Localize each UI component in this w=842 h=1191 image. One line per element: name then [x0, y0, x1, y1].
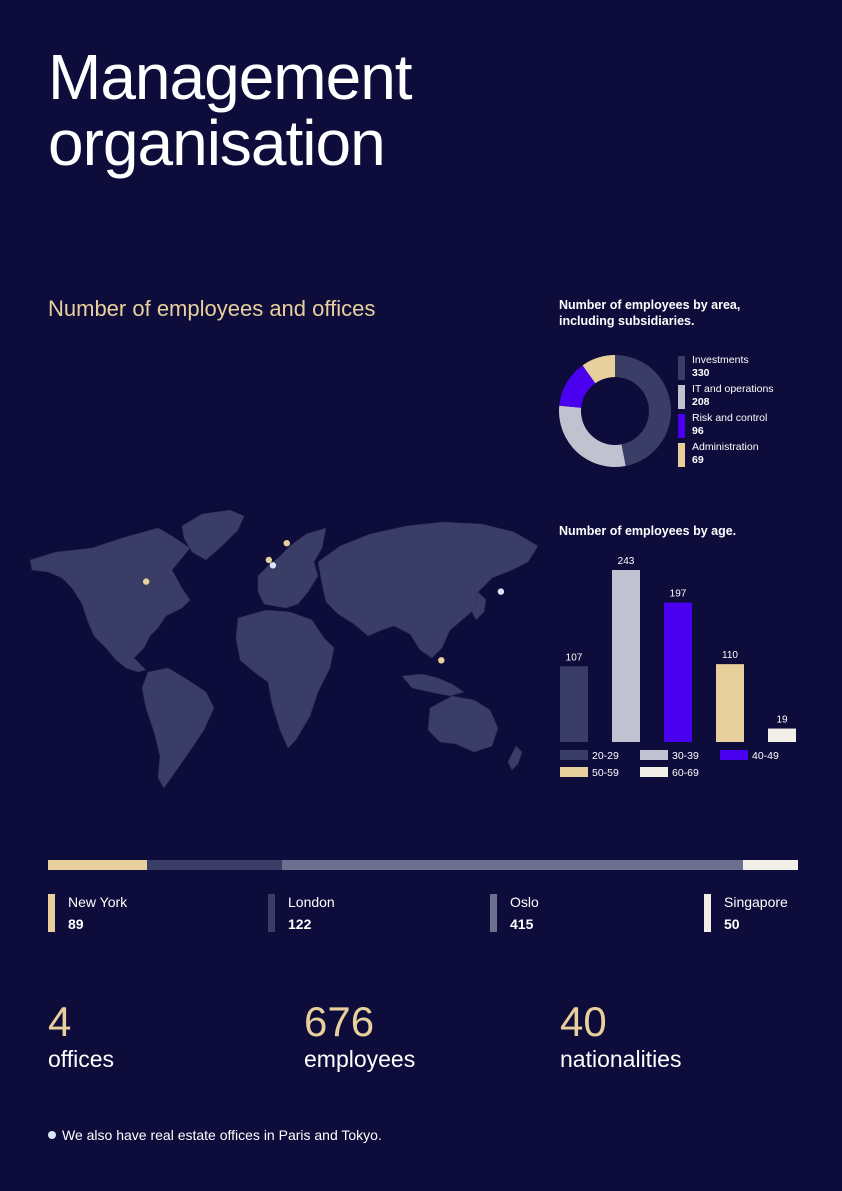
- office-count: 50: [724, 916, 740, 932]
- australia-landmass: [428, 696, 498, 752]
- legend-swatch-risk: [678, 414, 685, 438]
- office-name: Singapore: [724, 894, 788, 910]
- age-bar-60-69: [768, 729, 796, 742]
- age-bar-30-39: [612, 570, 640, 742]
- legend-swatch-investments: [678, 356, 685, 380]
- legend-item-risk: [678, 412, 774, 441]
- footnote: [48, 1127, 382, 1143]
- area-chart-title-line2: including subsidiaries.: [559, 314, 695, 328]
- office-count: 89: [68, 916, 84, 932]
- stat-value: 676: [304, 998, 375, 1045]
- legend-value: 96: [692, 425, 704, 437]
- area-donut-chart: [556, 352, 674, 470]
- stat-employees: [304, 998, 415, 1072]
- stat-label: nationalities: [560, 1046, 682, 1072]
- page-title-line2: organisation: [48, 107, 385, 179]
- indonesia-landmass: [402, 674, 464, 696]
- legend-item-it: [678, 383, 774, 412]
- map-marker-new-york: [143, 578, 149, 584]
- office-name: London: [288, 894, 335, 910]
- legend-label: Risk and control: [692, 412, 768, 424]
- age-bar-chart: [556, 548, 806, 786]
- europe-landmass: [258, 528, 326, 608]
- page-title: [48, 41, 412, 179]
- office-count: 415: [510, 916, 534, 932]
- age-chart-title: Number of employees by age.: [559, 524, 737, 538]
- map-marker-london: [266, 557, 272, 563]
- greenland-landmass: [182, 510, 244, 560]
- office-name: Oslo: [510, 894, 539, 910]
- office-marker: [268, 894, 275, 932]
- legend-label: Administration: [692, 441, 759, 453]
- legend-value: 208: [692, 396, 710, 408]
- age-legend-label: 20-29: [592, 750, 619, 762]
- office-segment-singapore: [743, 860, 798, 870]
- stat-label: employees: [304, 1046, 416, 1072]
- bullet-dot-icon: [48, 1131, 56, 1139]
- legend-label: IT and operations: [692, 383, 774, 395]
- stat-offices: [48, 998, 114, 1072]
- africa-landmass: [236, 610, 334, 748]
- area-chart-title-line1: Number of employees by area,: [559, 298, 741, 312]
- office-item-new-york: [48, 894, 127, 934]
- age-legend-label: 60-69: [672, 767, 699, 779]
- footnote-text: We also have real estate offices in Paris and Tokyo.: [62, 1127, 382, 1143]
- age-bar-20-29: [560, 666, 588, 742]
- area-legend: [678, 354, 774, 470]
- office-marker: [48, 894, 55, 932]
- office-segment-london: [147, 860, 282, 870]
- age-bar-label: 110: [722, 650, 738, 662]
- office-marker: [490, 894, 497, 932]
- page-title-line1: Management: [48, 41, 412, 113]
- age-legend-swatch: [560, 767, 588, 777]
- north-america-landmass: [30, 528, 190, 672]
- stat-value: 4: [48, 998, 72, 1045]
- office-item-london: [268, 894, 335, 934]
- age-legend-label: 30-39: [672, 750, 699, 762]
- office-item-oslo: [490, 894, 539, 934]
- office-count: 122: [288, 916, 312, 932]
- new-zealand-landmass: [508, 746, 522, 770]
- legend-item-investments: [678, 354, 774, 383]
- asia-landmass: [318, 522, 538, 658]
- age-bar-40-49: [664, 603, 692, 742]
- office-marker: [704, 894, 711, 932]
- map-marker-paris: [270, 562, 276, 568]
- office-segment-oslo: [282, 860, 742, 870]
- age-legend-label: 50-59: [592, 767, 619, 779]
- section-subtitle: Number of employees and offices: [48, 296, 376, 321]
- age-legend-swatch: [560, 750, 588, 760]
- stat-label: offices: [48, 1046, 115, 1072]
- legend-item-admin: [678, 441, 774, 470]
- office-item-singapore: [704, 894, 788, 934]
- age-legend-swatch: [720, 750, 748, 760]
- age-bar-50-59: [716, 664, 744, 742]
- world-map: [22, 508, 542, 793]
- donut-slice-investments: [615, 355, 671, 466]
- age-bar-label: 197: [669, 588, 687, 600]
- office-distribution-bar: [48, 860, 798, 870]
- office-name: New York: [68, 894, 128, 910]
- legend-label: Investments: [692, 354, 749, 366]
- map-marker-oslo: [284, 540, 290, 546]
- age-legend-label: 40-49: [752, 750, 779, 762]
- legend-value: 330: [692, 367, 710, 379]
- age-legend-swatch: [640, 750, 668, 760]
- legend-swatch-it: [678, 385, 685, 409]
- age-legend-swatch: [640, 767, 668, 777]
- south-america-landmass: [142, 668, 214, 788]
- area-chart-title: [559, 297, 740, 329]
- age-bar-label: 243: [617, 556, 635, 567]
- map-marker-singapore: [438, 657, 444, 663]
- legend-value: 69: [692, 454, 704, 466]
- legend-swatch-admin: [678, 443, 685, 467]
- donut-slice-it-and-operations: [559, 406, 626, 467]
- age-bar-label: 107: [565, 652, 583, 664]
- stat-nationalities: [560, 998, 681, 1072]
- office-segment-new-york: [48, 860, 147, 870]
- map-marker-tokyo: [498, 588, 504, 594]
- stat-value: 40: [560, 998, 607, 1045]
- age-bar-label: 19: [776, 714, 788, 726]
